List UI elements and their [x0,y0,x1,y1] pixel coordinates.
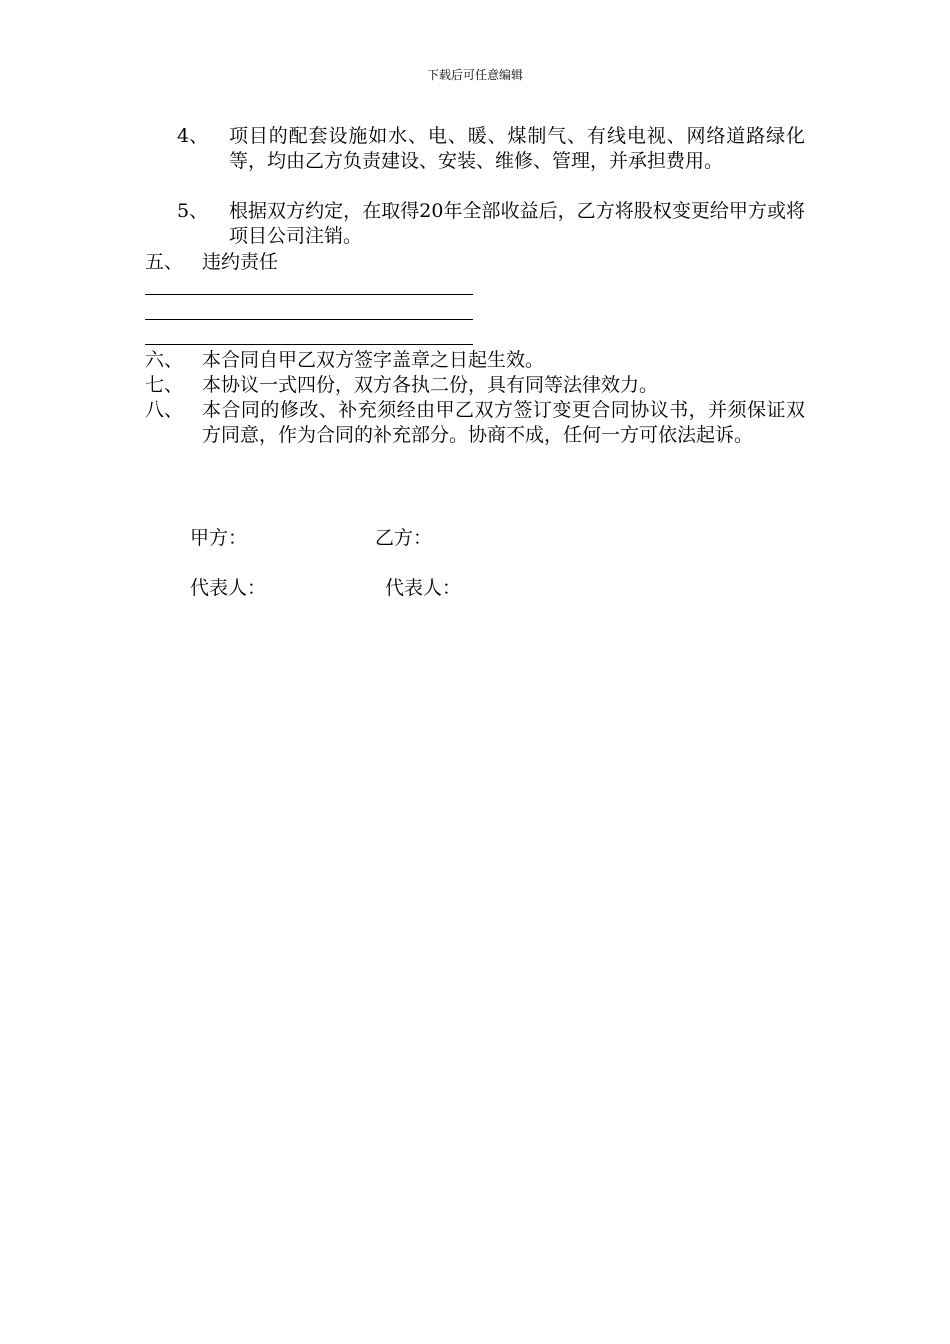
section-text: 本合同的修改、补充须经由甲乙双方签订变更合同协议书，并须保证双方同意，作为合同的补充部分。协商不成，任何一方可依法起诉。 [202,399,805,446]
section-8 [145,398,805,473]
blank-line [145,294,473,295]
list-item-number: 5、 [177,200,209,222]
list-item-text: 根据双方约定，在取得20年全部收益后，乙方将股权变更给甲方或将项目公司注销。 [229,200,805,247]
section-6 [145,348,805,373]
section-title: 违约责任 [202,251,279,273]
representative-a-label: 代表人： [190,577,267,599]
page-header: 下载后可任意编辑 [426,68,523,82]
section-5 [145,250,805,275]
list-item-number: 4、 [177,125,209,147]
section-number: 八、 [145,399,184,421]
blank-line [145,319,473,320]
blank-line [145,344,473,345]
representative-b-label: 代表人： [385,577,462,599]
section-number: 七、 [145,374,184,396]
party-a-label: 甲方： [190,527,248,549]
list-item-4 [177,124,807,199]
section-number: 五、 [145,251,184,273]
party-b-label: 乙方： [375,527,433,549]
section-7 [145,373,805,398]
section-text: 本合同自甲乙双方签字盖章之日起生效。 [202,349,545,371]
section-number: 六、 [145,349,184,371]
list-item-text: 项目的配套设施如水、电、暖、煤制气、有线电视、网络道路绿化等，均由乙方负责建设、安装、维修、管理，并承担费用。 [229,125,805,172]
section-text: 本协议一式四份，双方各执二份，具有同等法律效力。 [202,374,659,396]
list-item-5 [177,199,807,249]
